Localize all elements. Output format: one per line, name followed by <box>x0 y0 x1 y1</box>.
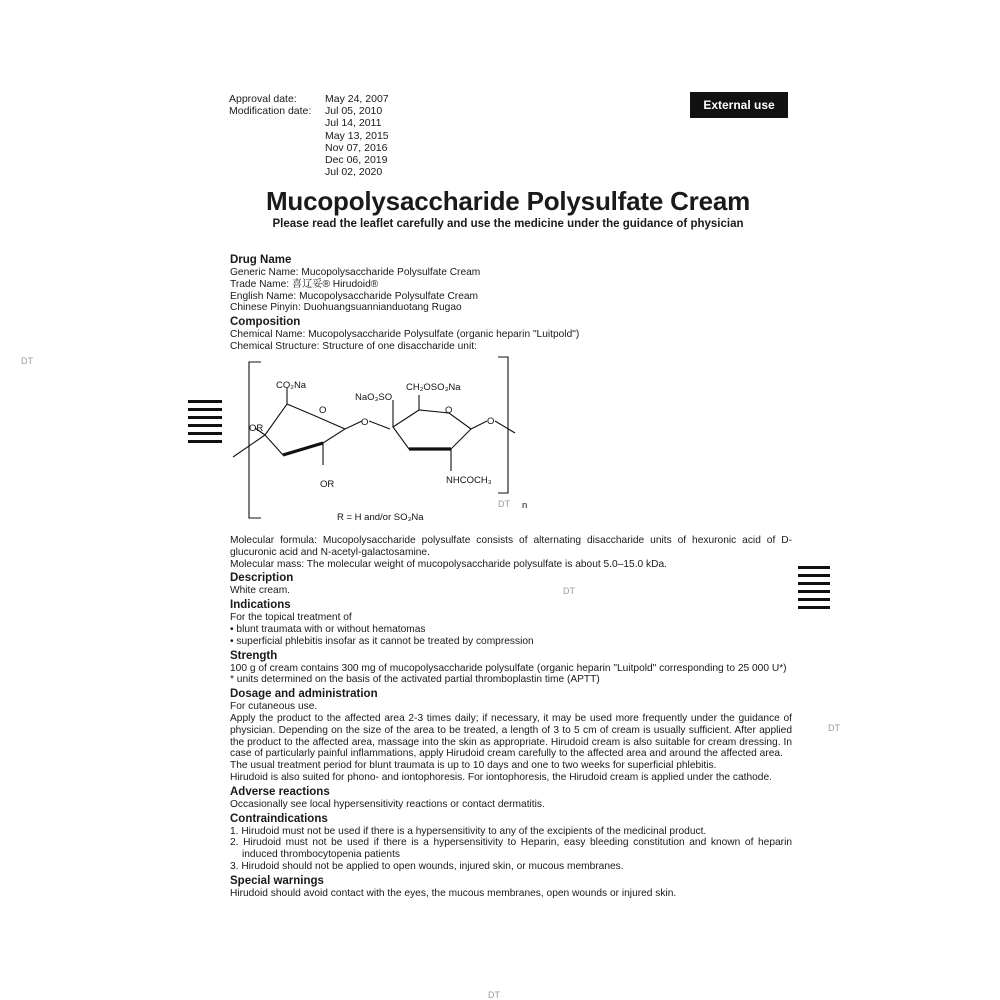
date-values <box>325 93 389 178</box>
watermark: DT <box>488 990 500 1000</box>
contraindication-item: 1. Hirudoid must not be used if there is a hypersensitivity to any of the excipients of the medicinal product. <box>230 825 707 837</box>
modification-date: Jul 14, 2011 <box>325 117 382 130</box>
contraindication-item: 3. Hirudoid should not be applied to open wounds, injured skin, or mucous membranes. <box>230 860 624 872</box>
modification-label: Modification date: <box>229 105 312 118</box>
page-title: Mucopolysaccharide Polysulfate Cream <box>265 186 751 216</box>
external-use-badge: External use <box>690 92 788 118</box>
modification-date: Nov 07, 2016 <box>325 141 388 154</box>
chemical-name: Chemical Name: Mucopolysaccharide Polysulfate (organic heparin "Luitpold") <box>230 329 580 341</box>
modification-date: May 13, 2015 <box>325 129 389 142</box>
indications-intro: For the topical treatment of <box>230 612 352 624</box>
approval-date: May 24, 2007 <box>325 93 389 105</box>
contraindications-heading: Contraindications <box>230 812 328 825</box>
ch2oso3na-label: CH₂OSO₃Na <box>406 382 461 393</box>
chinese-pinyin: Chinese Pinyin: Duohuangsuannianduotang Rugao <box>230 302 462 314</box>
dosage-line: The usual treatment period for blunt traumata is up to 10 days and one to two weeks for superficial phlebitis. <box>230 760 717 772</box>
generic-name: Generic Name: Mucopolysaccharide Polysulfate Cream <box>230 267 481 278</box>
approval-label: Approval date: <box>229 93 297 105</box>
chemical-structure-label: Chemical Structure: Structure of one disaccharide unit: <box>230 340 477 352</box>
watermark: DT <box>563 586 575 596</box>
drug-name-heading: Drug Name <box>230 254 292 266</box>
description-text: White cream. <box>230 585 291 597</box>
dosage-line: For cutaneous use. <box>230 701 318 713</box>
indications-heading: Indications <box>230 599 291 612</box>
co2na-label: CO₂Na <box>276 380 307 391</box>
right-chain-bond <box>495 421 515 433</box>
left-bracket <box>249 362 264 518</box>
ring-1-bold-edge <box>283 443 323 455</box>
ring-oxygen-1: O <box>319 405 327 416</box>
glycosidic-bond-1 <box>345 421 362 429</box>
trade-name: Trade Name: 喜辽妥® Hirudoid® <box>230 278 379 290</box>
strength-text: 100 g of cream contains 300 mg of mucopolysaccharide polysulfate (organic heparin "Luitpold" corresponding to 25 000 U*) <box>230 662 787 674</box>
strength-heading: Strength <box>230 649 278 662</box>
right-bracket <box>498 357 508 493</box>
indication-item: • blunt traumata with or without hematomas <box>230 623 426 635</box>
composition-heading: Composition <box>230 316 301 329</box>
glycosidic-bond-2 <box>369 421 390 429</box>
or-label-2: OR <box>320 479 335 490</box>
warnings-text: Hirudoid should avoid contact with the eyes, the mucous membranes, open wounds or injured skin. <box>230 887 677 899</box>
adverse-heading: Adverse reactions <box>230 785 330 798</box>
modification-date: Dec 06, 2019 <box>325 154 388 167</box>
repeat-n-label: n <box>522 500 528 511</box>
modification-date: Jul 02, 2020 <box>325 166 383 179</box>
link-oxygen-2: O <box>487 416 495 427</box>
drug-name-section <box>230 252 792 353</box>
description-heading: Description <box>230 572 294 585</box>
body-section <box>230 535 792 900</box>
ring-oxygen-2: O <box>445 405 453 416</box>
adverse-text: Occasionally see local hypersensitivity reactions or contact dermatitis. <box>230 798 545 810</box>
modification-date: Jul 05, 2010 <box>325 105 383 118</box>
page-subtitle: Please read the leaflet carefully and use the medicine under the guidance of physician <box>272 218 744 230</box>
or-label-1: OR <box>249 423 264 434</box>
ring-2 <box>393 410 471 449</box>
watermark: DT <box>21 356 33 366</box>
strength-note: * units determined on the basis of the activated partial thromboplastin time (APTT) <box>230 674 600 686</box>
dosage-heading: Dosage and administration <box>230 688 378 701</box>
watermark: DT <box>498 499 510 509</box>
molecular-formula: Molecular formula: Mucopolysaccharide polysulfate consists of alternating disaccharide units of hexuronic acid of D-glucuronic acid and N-acetyl-galactosamine. <box>230 535 792 558</box>
dosage-line: Hirudoid is also suited for phono- and iontophoresis. For iontophoresis, the Hirudoid cream is applied under the cathode. <box>230 771 772 783</box>
glycosidic-bond-3 <box>471 421 487 429</box>
chemical-structure-diagram <box>225 355 535 527</box>
contraindication-item: 2. Hirudoid must not be used if there is a hypersensitivity to Heparin, easy bleeding constitution and known of heparin induced thrombocytopenia patients <box>230 837 792 861</box>
r-definition: R = H and/or SO₃Na <box>337 512 424 523</box>
indication-item: • superficial phlebitis insofar as it cannot be treated by compression <box>230 635 534 647</box>
english-name: English Name: Mucopolysaccharide Polysulfate Cream <box>230 290 479 302</box>
dosage-line: Apply the product to the affected area 2-3 times daily; if necessary, it may be used more frequently under the guidance of physician. Depending on the size of the area to be treated, a length of 3 to 5 cm of cream is usually sufficient. After applied the product to the affected area, massage into the skin as appropriate. Hirudoid cream is also suitable for cream dressing. In case of particularly painful inflammations, apply Hirudoid cream carefully to the affected area and around the affected area. <box>230 712 792 760</box>
warnings-heading: Special warnings <box>230 874 324 887</box>
link-oxygen-1: O <box>361 417 369 428</box>
nhcoch3-label: NHCOCH₃ <box>446 475 492 486</box>
nao3so-label: NaO₃SO <box>355 392 393 403</box>
watermark: DT <box>828 723 840 733</box>
molecular-mass: Molecular mass: The molecular weight of mucopolysaccharide polysulfate is about 5.0–15.0 kDa. <box>230 558 667 570</box>
